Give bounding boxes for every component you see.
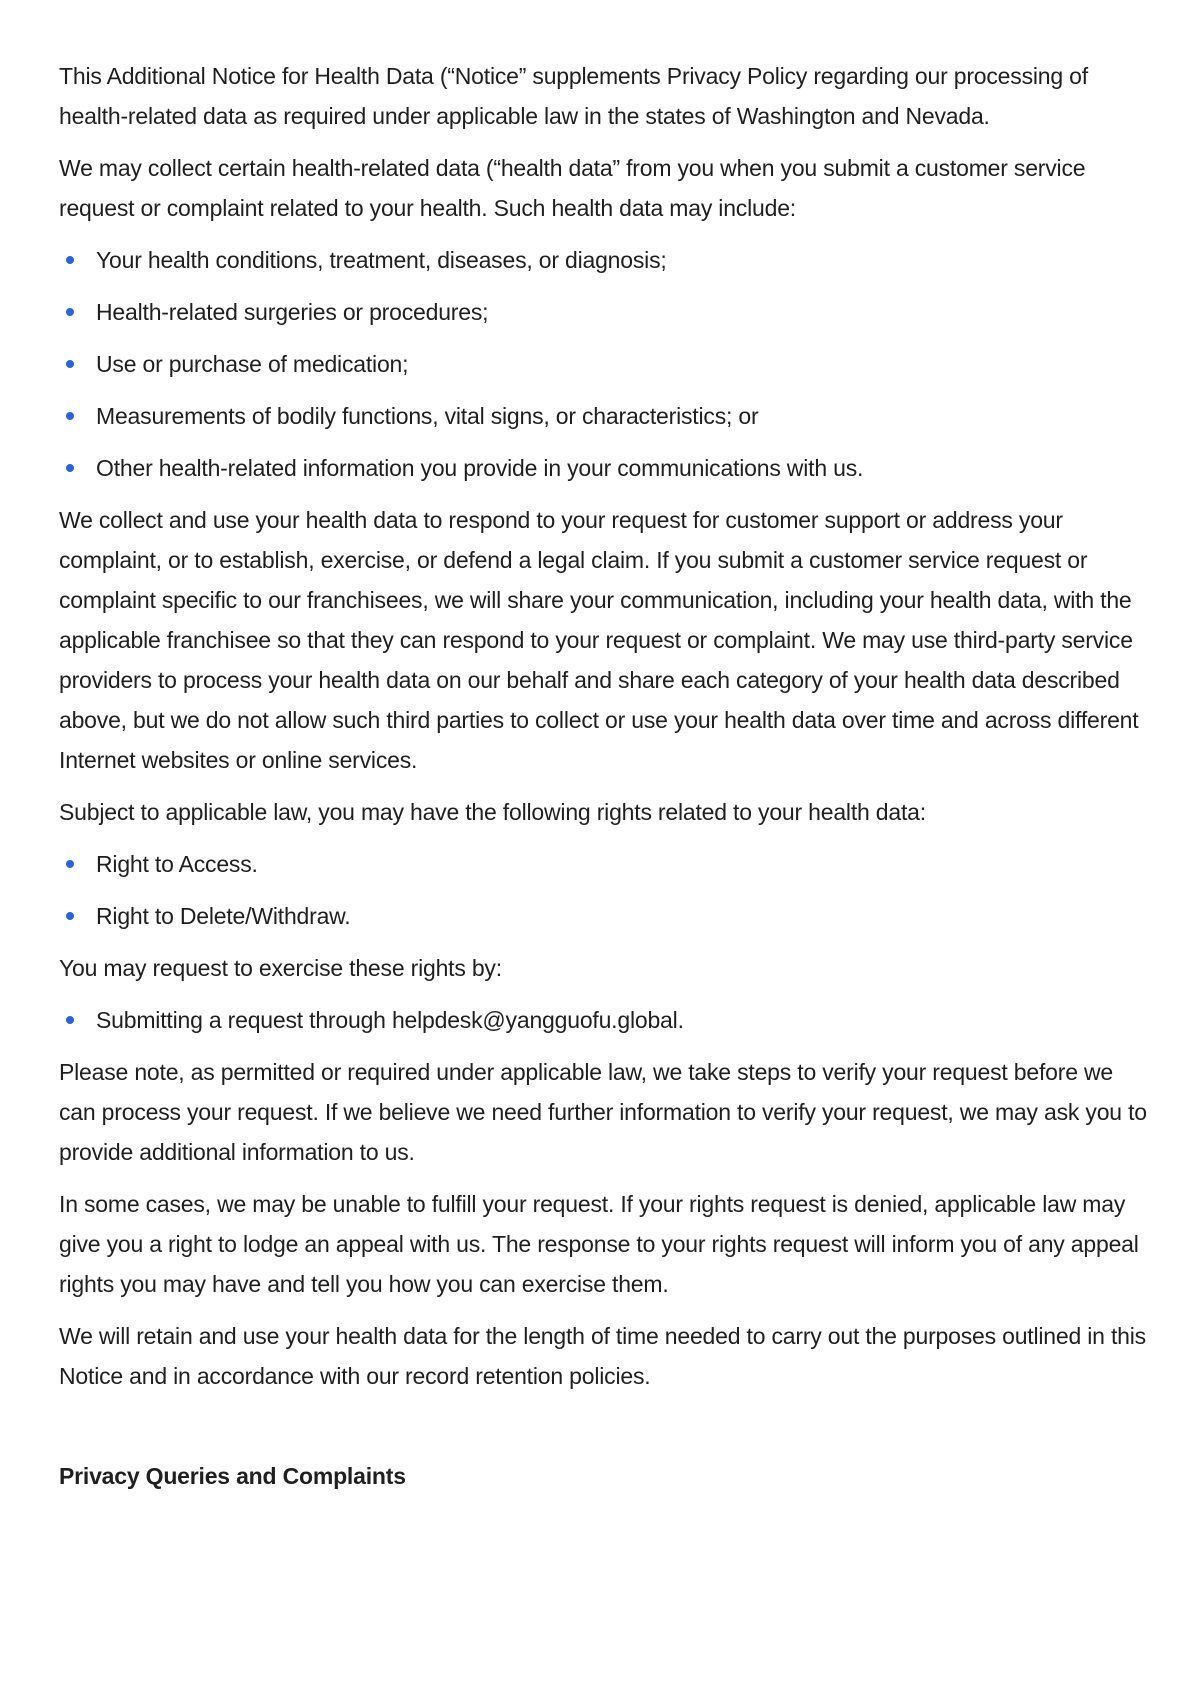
rights-intro-paragraph: Subject to applicable law, you may have the following rights related to your health data: [59, 799, 926, 825]
list-item [59, 292, 1149, 332]
notice-document [59, 56, 1149, 1496]
list-item-text: Other health-related information you provide in your communications with us. [96, 455, 864, 481]
exercise-intro-paragraph: You may request to exercise these rights by: [59, 955, 502, 981]
list-item [59, 396, 1149, 436]
usage-paragraph: We collect and use your health data to respond to your request for customer support or address your complaint, or to establish, exercise, or defend a legal claim. If you submit a customer service request or complaint specific to our franchisees, we will share your communication, including your health data, with the applicable franchisee so that they can respond to your request or complaint. We may use third-party service providers to process your health data on our behalf and share each category of your health data described above, but we do not allow such third parties to collect or use your health data over time and across different Internet websites or online services. [59, 507, 1139, 773]
list-item-text: Right to Access. [96, 851, 258, 877]
list-item-text: Health-related surgeries or procedures; [96, 299, 489, 325]
bullet-icon [66, 256, 74, 264]
rights-list [59, 844, 1149, 936]
verification-paragraph: Please note, as permitted or required under applicable law, we take steps to verify your request before we can process your request. If we believe we need further information to verify your request, we may ask you to provide additional information to us. [59, 1059, 1147, 1165]
section-heading: Privacy Queries and Complaints [59, 1463, 406, 1489]
list-item [59, 844, 1149, 884]
bullet-icon [66, 412, 74, 420]
appeal-paragraph: In some cases, we may be unable to fulfill your request. If your rights request is denied, applicable law may give you a right to lodge an appeal with us. The response to your rights request will inform you of any appeal rights you may have and tell you how you can exercise them. [59, 1191, 1139, 1297]
bullet-icon [66, 860, 74, 868]
list-item-text: Measurements of bodily functions, vital signs, or characteristics; or [96, 403, 759, 429]
bullet-icon [66, 912, 74, 920]
bullet-icon [66, 360, 74, 368]
bullet-icon [66, 464, 74, 472]
health-data-list [59, 240, 1149, 488]
exercise-list [59, 1000, 1149, 1040]
list-item-text: Your health conditions, treatment, diseases, or diagnosis; [96, 247, 667, 273]
collection-paragraph: We may collect certain health-related data (“health data” from you when you submit a customer service request or complaint related to your health. Such health data may include: [59, 155, 1086, 221]
list-item [59, 896, 1149, 936]
list-item [59, 344, 1149, 384]
list-item-text: Use or purchase of medication; [96, 351, 409, 377]
intro-paragraph: This Additional Notice for Health Data (“Notice” supplements Privacy Policy regarding our processing of health-related data as required under applicable law in the states of Washington and Nevada. [59, 63, 1088, 129]
list-item-text: Submitting a request through helpdesk@yangguofu.global. [96, 1007, 684, 1033]
bullet-icon [66, 308, 74, 316]
retention-paragraph: We will retain and use your health data for the length of time needed to carry out the purposes outlined in this Notice and in accordance with our record retention policies. [59, 1323, 1146, 1389]
list-item-text: Right to Delete/Withdraw. [96, 903, 351, 929]
list-item [59, 240, 1149, 280]
bullet-icon [66, 1016, 74, 1024]
list-item [59, 448, 1149, 488]
list-item [59, 1000, 1149, 1040]
